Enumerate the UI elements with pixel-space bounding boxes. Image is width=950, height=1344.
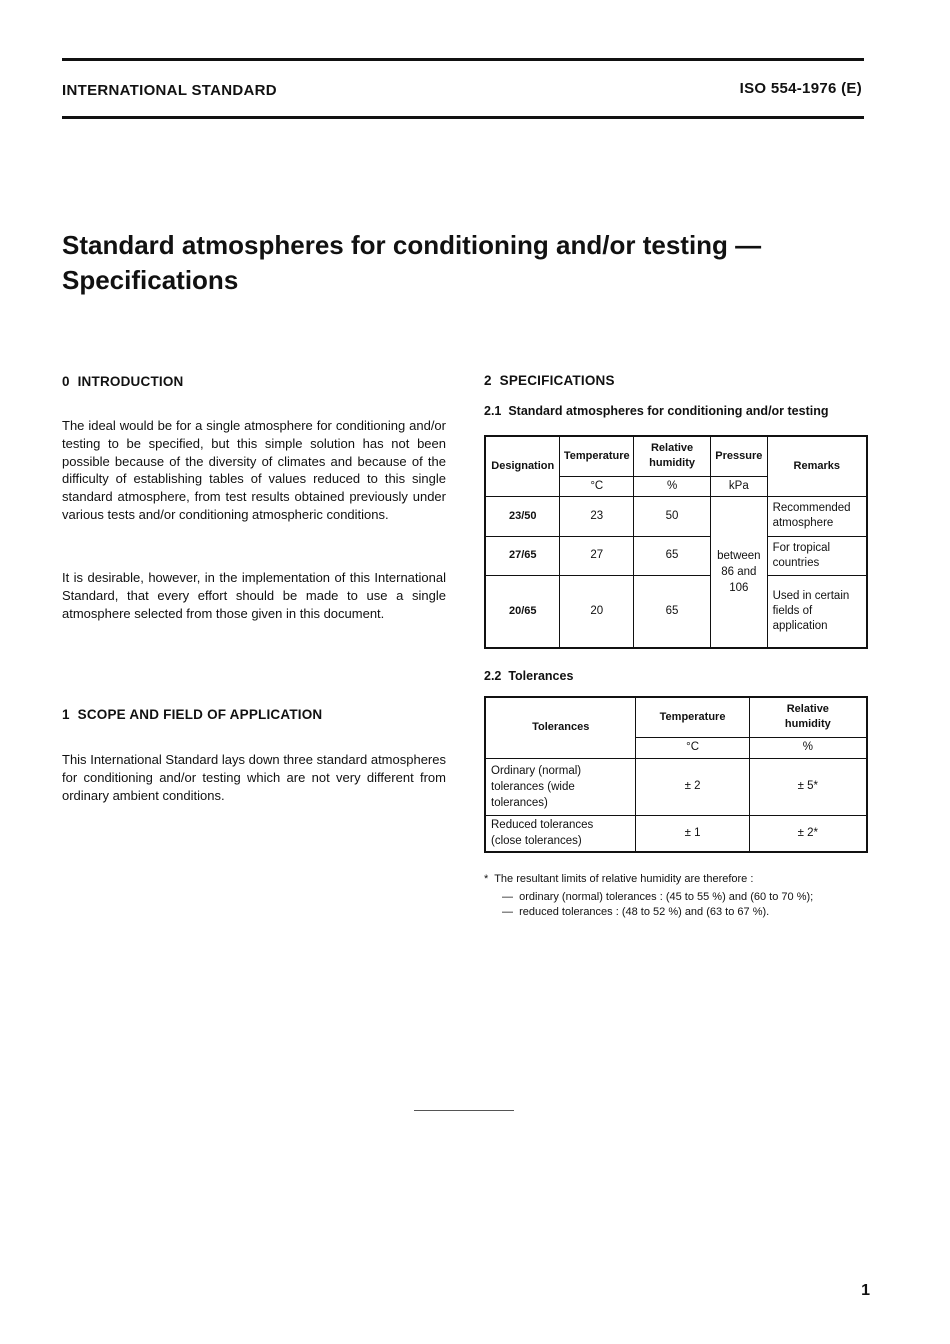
designation-cell: 23/50 <box>485 496 560 536</box>
col-header-temperature: Temperature <box>636 697 749 737</box>
atmospheres-table <box>484 435 868 649</box>
title-line-2: Specifications <box>62 265 239 295</box>
humidity-cell: 50 <box>634 496 711 536</box>
top-rule <box>62 58 864 61</box>
section-1-para: This International Standard lays down three standard atmospheres for conditioning and/or testing which are not very different from ordinary ambient conditions. <box>62 752 446 803</box>
col-header-temperature: Temperature <box>560 436 634 476</box>
unit-pressure: kPa <box>711 476 767 496</box>
temperature-cell: ± 1 <box>636 815 749 852</box>
unit-temperature: °C <box>560 476 634 496</box>
humidity-cell: ± 5* <box>749 758 867 815</box>
col-header-humidity: Relative humidity <box>634 436 711 476</box>
remarks-cell: Used in certain fields of application <box>767 575 867 648</box>
designation-cell: 27/65 <box>485 536 560 575</box>
section-0-para-2: It is desirable, however, in the implementation of this International Standard, that every effort should be made to use a single atmosphere selected from those given in this document. <box>62 570 446 621</box>
section-2-2-heading: 2.2 Tolerances <box>484 669 574 683</box>
page-title <box>62 228 862 298</box>
title-line-1: Standard atmospheres for conditioning and/or testing — <box>62 230 762 260</box>
remarks-cell: For tropical countries <box>767 536 867 575</box>
tolerance-label-cell: Ordinary (normal) tolerances (wide tolerances) <box>485 758 636 815</box>
col-header-humidity: Relative humidity <box>749 697 867 737</box>
section-1-heading: 1 SCOPE AND FIELD OF APPLICATION <box>62 707 323 722</box>
tolerance-label-cell: Reduced tolerances (close tolerances) <box>485 815 636 852</box>
section-2-heading: 2 SPECIFICATIONS <box>484 373 615 388</box>
footnote <box>484 870 874 921</box>
temperature-cell: ± 2 <box>636 758 749 815</box>
table-row <box>485 496 867 536</box>
col-header-remarks: Remarks <box>767 436 867 496</box>
page-number: 1 <box>861 1282 870 1299</box>
unit-humidity: % <box>749 737 867 758</box>
humidity-cell: ± 2* <box>749 815 867 852</box>
section-0-para-1: The ideal would be for a single atmosphere for conditioning and/or testing to be specified, but this simple solution has not been possible because of the diversity of climates and because of the difficulty of establishing tables of values reduced to this single standard atmosphere, from test results obtained previously under various tests and/or conditioning atmospheric conditions. <box>62 418 446 522</box>
pressure-cell: between 86 and 106 <box>711 496 767 648</box>
humidity-cell: 65 <box>634 536 711 575</box>
unit-humidity: % <box>634 476 711 496</box>
tolerances-table <box>484 696 868 853</box>
footnote-line-1: — ordinary (normal) tolerances : (45 to 55 %) and (60 to 70 %); <box>502 891 814 903</box>
designation-cell: 20/65 <box>485 575 560 648</box>
table-row <box>485 758 867 815</box>
col-header-pressure: Pressure <box>711 436 767 476</box>
temperature-cell: 20 <box>560 575 634 648</box>
remarks-cell: Recommended atmosphere <box>767 496 867 536</box>
header-rule <box>62 116 864 119</box>
section-0-heading: 0 INTRODUCTION <box>62 374 184 389</box>
col-header-designation: Designation <box>485 436 560 496</box>
table-row <box>485 536 867 575</box>
col-header-tolerances: Tolerances <box>485 697 636 758</box>
temperature-cell: 23 <box>560 496 634 536</box>
table-row <box>485 815 867 852</box>
humidity-cell: 65 <box>634 575 711 648</box>
footnote-star: * The resultant limits of relative humidity are therefore : <box>484 873 754 885</box>
header-right: ISO 554-1976 (E) <box>739 80 862 97</box>
unit-temperature: °C <box>636 737 749 758</box>
section-2-1-heading: 2.1 Standard atmospheres for conditioning and/or testing <box>484 404 829 418</box>
header-left: INTERNATIONAL STANDARD <box>62 82 277 99</box>
temperature-cell: 27 <box>560 536 634 575</box>
table-row <box>485 575 867 648</box>
footnote-line-2: — reduced tolerances : (48 to 52 %) and (63 to 67 %). <box>502 906 770 918</box>
end-separator <box>414 1110 514 1111</box>
